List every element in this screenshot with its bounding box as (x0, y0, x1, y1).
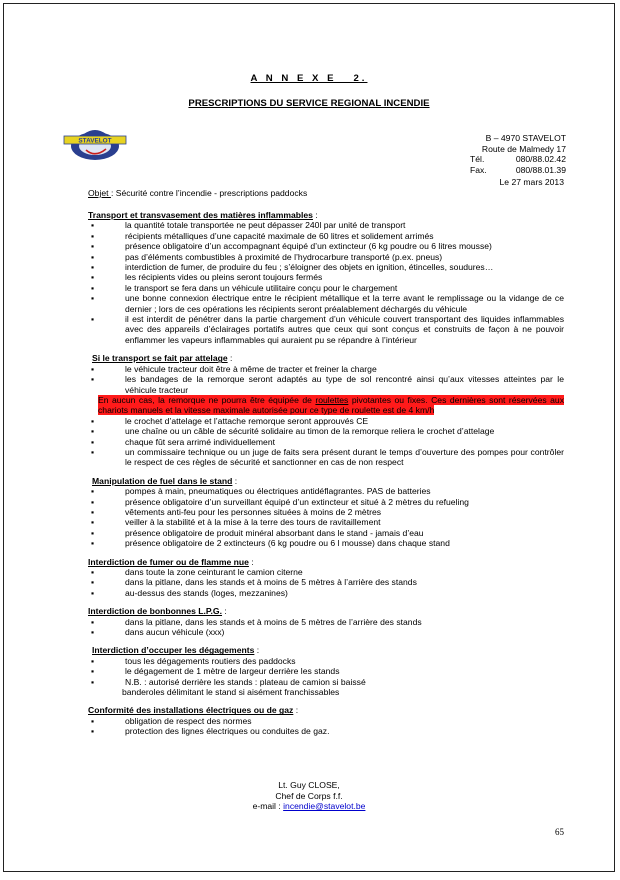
page-number: 65 (555, 827, 564, 837)
list-item-text: dans la pitlane, dans les stands et à moins de 5 mètres à l’arrière des stands (125, 577, 417, 588)
bullet-icon: ▪ (91, 715, 95, 726)
document-title: PRESCRIPTIONS DU SERVICE REGIONAL INCENDIE (188, 98, 430, 109)
list-item (88, 517, 564, 527)
bullet-icon: ▪ (91, 486, 95, 497)
list-item-text: le véhicule tracteur doit être à même de tracter et freiner la charge (125, 363, 377, 374)
list-item (88, 252, 564, 262)
section-heading-text: Interdiction d’occuper les dégagements (92, 645, 255, 656)
section-heading-text: Manipulation de fuel dans le stand (92, 475, 233, 486)
bullet-icon: ▪ (91, 272, 95, 283)
list-item-text: protection des lignes électriques ou conduites de gaz. (125, 726, 330, 737)
bullet-icon: ▪ (91, 726, 95, 737)
list-item (88, 577, 564, 587)
list-item (88, 567, 564, 577)
address-postal: B – 4970 STAVELOT (485, 133, 566, 143)
bullet-icon: ▪ (91, 230, 95, 241)
section-heading-text: Interdiction de fumer ou de flamme nue (88, 556, 249, 567)
section (88, 353, 564, 467)
address-street: Route de Malmedy 17 (481, 143, 566, 154)
section-heading: Interdiction de bonbonnes L.P.G. : (88, 606, 227, 617)
list-item-text: pas d’éléments combustibles à proximité de l’hydrocarbure transporté (p.ex. pneus) (125, 251, 443, 262)
sections-container (88, 210, 564, 745)
list-item-text: dans aucun véhicule (xxx) (125, 627, 225, 638)
document-page (3, 3, 615, 872)
list-item (88, 538, 564, 548)
list-item-text: récipients métalliques d’une capacité maximale de 60 litres et solidement arrimés (125, 230, 434, 241)
section-heading: Interdiction d’occuper les dégagements : (92, 645, 260, 656)
list-item (88, 374, 564, 395)
list-item-text: les bandages de la remorque seront adaptés au type de sol rencontré ainsi qu’aux vitesses atteintes par le véhicule tracteur (125, 374, 564, 395)
list-item (88, 293, 564, 314)
bullet-icon: ▪ (91, 676, 95, 687)
bullet-icon: ▪ (91, 517, 95, 528)
list-item (88, 497, 564, 507)
bullet-icon: ▪ (91, 220, 95, 231)
bullet-icon: ▪ (91, 655, 95, 666)
section (88, 705, 564, 736)
list-item-text: au-dessus des stands (loges, mezzanines) (125, 587, 288, 598)
bullet-icon: ▪ (91, 627, 95, 638)
list-item-text: obligation de respect des normes (125, 715, 252, 726)
list-item (88, 627, 564, 637)
list-item (88, 666, 564, 676)
list-item (88, 220, 564, 230)
highlight-text (98, 395, 564, 415)
bullet-icon: ▪ (91, 282, 95, 293)
list-item-text: une chaîne ou un câble de sécurité solidaire au timon de la remorque reliera le crochet d’attelage (125, 426, 495, 437)
email-label: e-mail : (252, 801, 284, 811)
list-item-text: il est interdit de pénétrer dans la partie chargement d’un véhicule couvert transportant des liquides inflammables avec des appareils d’éclairages portatifs autres que ceux qui sont conçus et construits de façon à ne pouvoir enflammer les vapeurs inflammables qui auraient pu se répandre à l’intérieur (125, 314, 564, 345)
section-heading-text: Interdiction de bonbonnes L.P.G. (88, 606, 223, 617)
list-item (88, 314, 564, 345)
list-item (88, 437, 564, 447)
bullet-icon: ▪ (91, 577, 95, 588)
bullet-icon: ▪ (91, 293, 95, 304)
highlighted-warning (88, 395, 564, 416)
section (88, 606, 564, 637)
list-item-text: le transport se fera dans un véhicule utilitaire conçu pour le chargement (125, 282, 398, 293)
list-item (88, 617, 564, 627)
list-item (88, 486, 564, 496)
fax-number: 080/88.01.39 (515, 164, 566, 175)
section-heading-text: Transport et transvasement des matières inflammables (88, 210, 313, 220)
bullet-icon: ▪ (91, 415, 95, 426)
section (88, 210, 564, 345)
bullet-icon: ▪ (91, 616, 95, 627)
bullet-icon: ▪ (91, 436, 95, 447)
bullet-icon: ▪ (91, 262, 95, 273)
address-block (470, 133, 566, 175)
list-item (88, 507, 564, 517)
list-item (88, 283, 564, 293)
list-item-text: le dégagement de 1 mètre de largeur derrière les stands (125, 666, 340, 677)
logo-text: STAVELOT (78, 137, 112, 145)
list-item-text: veiller à la stabilité et à la mise à la terre des tours de ravitaillement (125, 517, 381, 528)
bullet-icon: ▪ (91, 241, 95, 252)
bullet-icon: ▪ (91, 426, 95, 437)
bullet-icon: ▪ (91, 567, 95, 577)
list-item (88, 726, 564, 736)
highlight-after: pivotantes ou fixes. Ces dernières sont réservées aux chariots manuels et la vitesse maximale autorisée pour ce type de roulette est de 4 km/h (98, 394, 564, 416)
bullet-icon: ▪ (91, 506, 95, 517)
list-item-text: dans la pitlane, dans les stands et à moins de 5 mètres de l’arrière des stands (125, 616, 422, 627)
bullet-icon: ▪ (91, 496, 95, 507)
list-item-text: dans toute la zone ceinturant le camion citerne (125, 567, 303, 577)
stavelot-logo (62, 124, 128, 162)
list-item-text: une bonne connexion électrique entre le récipient métallique et la terre avant le remplissage ou la vidange de ce dernier ; lors de ces opérations les récipients seront préalablement déchargés du véhicule (125, 293, 564, 314)
tel-label: Tél. (470, 154, 485, 164)
section-heading: Si le transport se fait par attelage : (92, 353, 233, 364)
highlight-underlined: roulettes (315, 394, 349, 405)
list-item-text: tous les dégagements routiers des paddocks (125, 655, 296, 666)
fax-label: Fax. (470, 164, 487, 175)
list-item (88, 528, 564, 538)
document-date: Le 27 mars 2013 (499, 177, 564, 187)
signature-role: Chef de Corps f.f. (275, 790, 343, 801)
list-item (88, 656, 564, 666)
section-heading-text: Si le transport se fait par attelage (92, 353, 228, 364)
signature-name: Lt. Guy CLOSE, (278, 780, 340, 790)
section-heading: Interdiction de fumer ou de flamme nue : (88, 556, 254, 567)
highlight-before: En aucun cas, la remorque ne pourra être équipée de (98, 394, 316, 405)
list-item-text: présence obligatoire d’un surveillant équipé d’un extincteur et situé à 2 mètres du refueling (125, 496, 469, 507)
bullet-icon: ▪ (91, 363, 95, 374)
list-item (88, 364, 564, 374)
object-text: : Sécurité contre l’incendie - prescriptions paddocks (110, 188, 308, 198)
section-heading-text: Conformité des installations électriques ou de gaz (88, 705, 294, 716)
list-item-text: la quantité totale transportée ne peut dépasser 240l par unité de transport (125, 220, 406, 231)
list-item-text: présence obligatoire de 2 extincteurs (6 kg poudre ou 6 l mousse) dans chaque stand (125, 538, 450, 549)
tel-number: 080/88.02.42 (515, 154, 566, 164)
object-label: Objet (88, 188, 111, 198)
list-item (88, 241, 564, 251)
bullet-icon: ▪ (91, 587, 95, 598)
bullet-icon: ▪ (91, 527, 95, 538)
annex-title: A N N E X E 2. (250, 73, 368, 84)
section-heading: Manipulation de fuel dans le stand : (92, 475, 238, 486)
bullet-icon: ▪ (91, 314, 95, 325)
list-item-text: le crochet d’attelage et l’attache remorque seront approuvés CE (125, 415, 369, 426)
list-item-text: un commissaire technique ou un juge de faits sera présent durant le temps d’ouverture des pompes pour contrôler le respect de ces règles de sécurité et sanctionner en cas de non respect (125, 446, 564, 468)
list-item (88, 231, 564, 241)
bullet-icon: ▪ (91, 374, 95, 385)
list-item (88, 426, 564, 436)
address-fax-row (470, 165, 566, 176)
address-tel-row (470, 154, 566, 165)
section-heading: Conformité des installations électriques ou de gaz : (88, 705, 299, 716)
section (88, 645, 564, 697)
list-item (88, 716, 564, 726)
list-item-text: N.B. : autorisé derrière les stands : plateau de camion si baissé (125, 676, 366, 687)
email-link[interactable]: incendie@stavelot.be (283, 801, 366, 811)
list-item (88, 272, 564, 282)
list-item (88, 262, 564, 272)
signature-email-line (4, 801, 614, 812)
bullet-icon: ▪ (91, 666, 95, 677)
bullet-icon: ▪ (91, 251, 95, 262)
list-item-text: présence obligatoire de produit minéral absorbant dans le stand - jamais d’eau (125, 527, 424, 538)
section (88, 557, 564, 599)
bullet-icon: ▪ (91, 446, 95, 457)
list-item (88, 416, 564, 426)
list-item-text: pompes à main, pneumatiques ou électriques antidéflagrantes. PAS de batteries (125, 486, 431, 497)
section-heading: Transport et transvasement des matières inflammables : (88, 210, 318, 220)
list-item-continuation: banderoles délimitant le stand si aisément franchissables (122, 687, 340, 698)
list-item (88, 588, 564, 598)
list-item-text: chaque fût sera arrimé individuellement (125, 436, 275, 447)
list-item (88, 677, 564, 687)
list-item-text: présence obligatoire d’un accompagnant équipé d’un extincteur (6 kg poudre ou 6 litres mousse) (125, 241, 492, 252)
section (88, 476, 564, 549)
list-item-text: interdiction de fumer, de produire du feu ; s’éloigner des objets en ignition, étincelles, soudures… (125, 262, 494, 273)
object-line (88, 188, 307, 198)
bullet-icon: ▪ (91, 538, 95, 549)
signature-block (4, 780, 614, 812)
list-item (88, 447, 564, 468)
list-item-text: les récipients vides ou pleins seront toujours fermés (125, 272, 323, 283)
list-item-text: vêtements anti-feu pour les personnes situées à moins de 2 mètres (125, 506, 382, 517)
